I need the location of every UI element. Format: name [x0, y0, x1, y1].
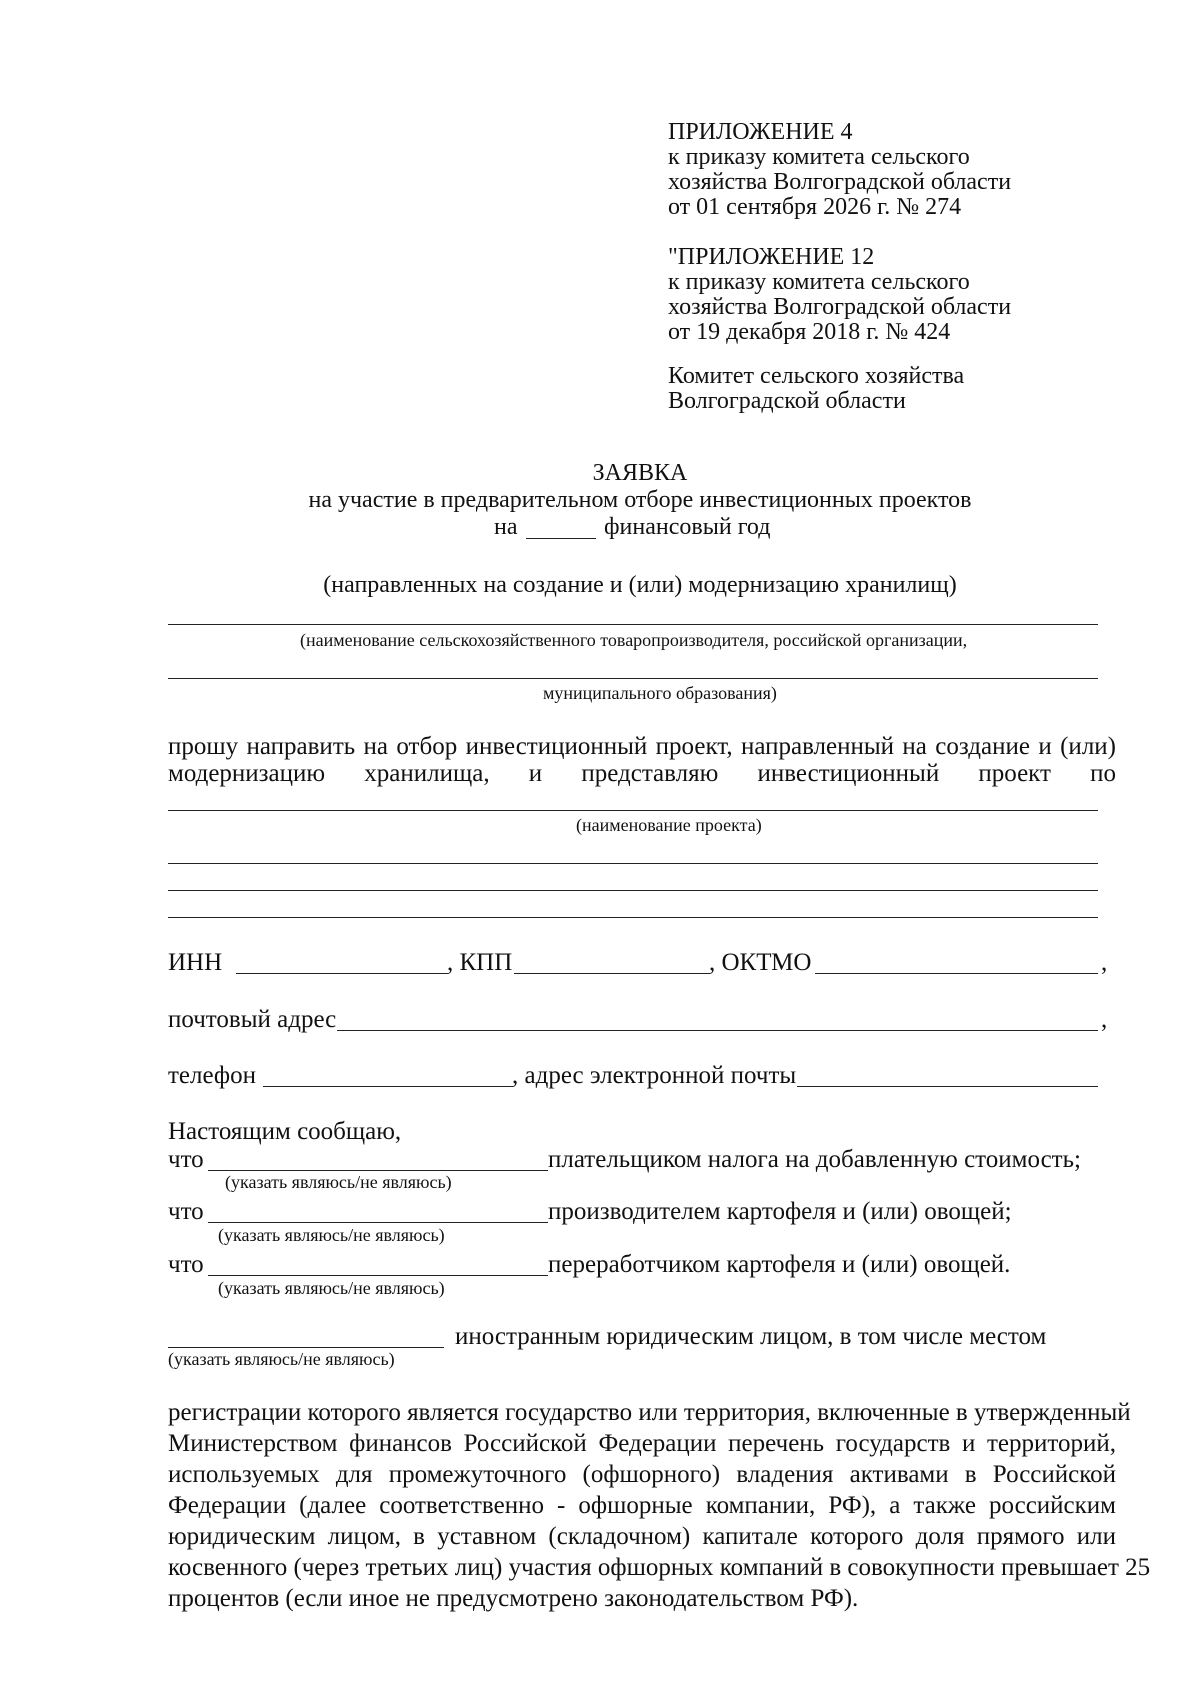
- form-subtitle-line3: (направленных на создание и (или) модернизацию хранилищ): [323, 572, 957, 598]
- producer-status-hint: (указать являюсь/не являюсь): [218, 1225, 445, 1245]
- postal-address-label: почтовый адрес: [168, 1006, 337, 1033]
- project-caption: (наименование проекта): [576, 815, 762, 835]
- request-line2-word: инвестиционный: [757, 760, 940, 787]
- form-subtitle-line1: на участие в предварительном отборе инвестиционных проектов: [308, 487, 972, 513]
- paragraph-line: косвенного (через третьих лиц) участия офшорных компаний в совокупности превышает 25: [168, 1554, 1151, 1581]
- foreign-statement: иностранным юридическим лицом, в том числе местом: [455, 1323, 1047, 1350]
- vat-statement: плательщиком налога на добавленную стоимость;: [548, 1146, 1081, 1173]
- paragraph-line: юридическим лицом, в уставном (складочном) капитале которого доля прямого или: [168, 1523, 1116, 1550]
- phone-field[interactable]: [263, 1086, 513, 1087]
- project-name-field-4[interactable]: [168, 917, 1098, 918]
- producer-statement: производителем картофеля и (или) овощей;: [548, 1198, 1012, 1225]
- kpp-field[interactable]: [514, 973, 710, 974]
- form-subtitle-prefix: на: [494, 514, 518, 540]
- producer-status-field[interactable]: [208, 1222, 548, 1223]
- paragraph-line: процентов (если иное не предусмотрено законодательством РФ).: [168, 1585, 859, 1612]
- that-label-producer: что: [168, 1198, 204, 1225]
- producer-name-field-1[interactable]: [168, 624, 1098, 625]
- postal-row-comma: ,: [1101, 1006, 1108, 1033]
- inn-label: ИНН: [168, 949, 223, 976]
- request-line2-word: хранилища,: [364, 760, 490, 787]
- recipient-line2: Волгоградской области: [668, 388, 906, 414]
- kpp-label: , КПП: [447, 949, 513, 976]
- request-line2-word: по: [1090, 760, 1116, 787]
- statement-intro: Настоящим сообщаю,: [168, 1118, 402, 1145]
- email-field[interactable]: [797, 1086, 1098, 1087]
- project-name-field-3[interactable]: [168, 890, 1098, 891]
- appendix4-line3: от 01 сентября 2026 г. № 274: [668, 194, 962, 220]
- appendix12-line2: хозяйства Волгоградской области: [668, 294, 1012, 320]
- inn-row-comma: ,: [1101, 949, 1108, 976]
- processor-statement: переработчиком картофеля и (или) овощей.: [548, 1251, 1011, 1278]
- vat-status-field[interactable]: [208, 1170, 548, 1171]
- recipient-line1: Комитет сельского хозяйства: [668, 363, 965, 389]
- request-line2-word: представляю: [581, 760, 719, 787]
- producer-caption-2: муниципального образования): [543, 683, 777, 703]
- phone-label: телефон: [168, 1062, 256, 1089]
- email-label: , адрес электронной почты: [512, 1062, 797, 1089]
- paragraph-line: Федерации (далее соответственно - офшорные компании, РФ), а также российским: [168, 1492, 1116, 1519]
- processor-status-field[interactable]: [208, 1275, 548, 1276]
- paragraph-line: используемых для промежуточного (офшорного) владения активами в Российской: [168, 1461, 1116, 1488]
- oktmo-field[interactable]: [815, 973, 1098, 974]
- request-line2: [168, 759, 1116, 788]
- that-label-processor: что: [168, 1251, 204, 1278]
- producer-caption-1: (наименование сельскохозяйственного товаропроизводителя, российской организации,: [300, 630, 968, 650]
- appendix4-line2: хозяйства Волгоградской области: [668, 169, 1012, 195]
- appendix12-title: "ПРИЛОЖЕНИЕ 12: [668, 244, 875, 270]
- paragraph-line: Министерством финансов Российской Федерации перечень государств и территорий,: [168, 1430, 1116, 1457]
- producer-name-field-2[interactable]: [168, 678, 1098, 679]
- final-paragraph: [168, 1397, 1151, 1614]
- appendix4-title: ПРИЛОЖЕНИЕ 4: [668, 119, 853, 145]
- form-subtitle-suffix: финансовый год: [604, 514, 771, 540]
- postal-address-field[interactable]: [337, 1030, 1098, 1031]
- project-name-field-2[interactable]: [168, 863, 1098, 864]
- oktmo-label: , ОКТМО: [709, 949, 812, 976]
- project-name-field-1[interactable]: [168, 810, 1098, 811]
- paragraph-line: регистрации которого является государство или территория, включенные в утвержденный: [168, 1399, 1131, 1426]
- appendix12-line1: к приказу комитета сельского: [668, 269, 970, 295]
- that-label-vat: что: [168, 1146, 204, 1173]
- foreign-status-hint: (указать являюсь/не являюсь): [168, 1349, 395, 1369]
- financial-year-field[interactable]: [526, 538, 596, 539]
- request-line2-word: проект: [978, 760, 1051, 787]
- foreign-status-field[interactable]: [168, 1347, 444, 1348]
- processor-status-hint: (указать являюсь/не являюсь): [218, 1278, 445, 1298]
- request-line1: прошу направить на отбор инвестиционный проект, направленный на создание и (или): [168, 733, 1116, 760]
- appendix4-line1: к приказу комитета сельского: [668, 144, 970, 170]
- request-line2-word: модернизацию: [168, 760, 326, 787]
- vat-status-hint: (указать являюсь/не являюсь): [225, 1172, 452, 1192]
- appendix12-line3: от 19 декабря 2018 г. № 424: [668, 319, 951, 345]
- form-title: ЗАЯВКА: [592, 460, 688, 486]
- inn-field[interactable]: [236, 973, 448, 974]
- request-line2-word: и: [528, 760, 543, 787]
